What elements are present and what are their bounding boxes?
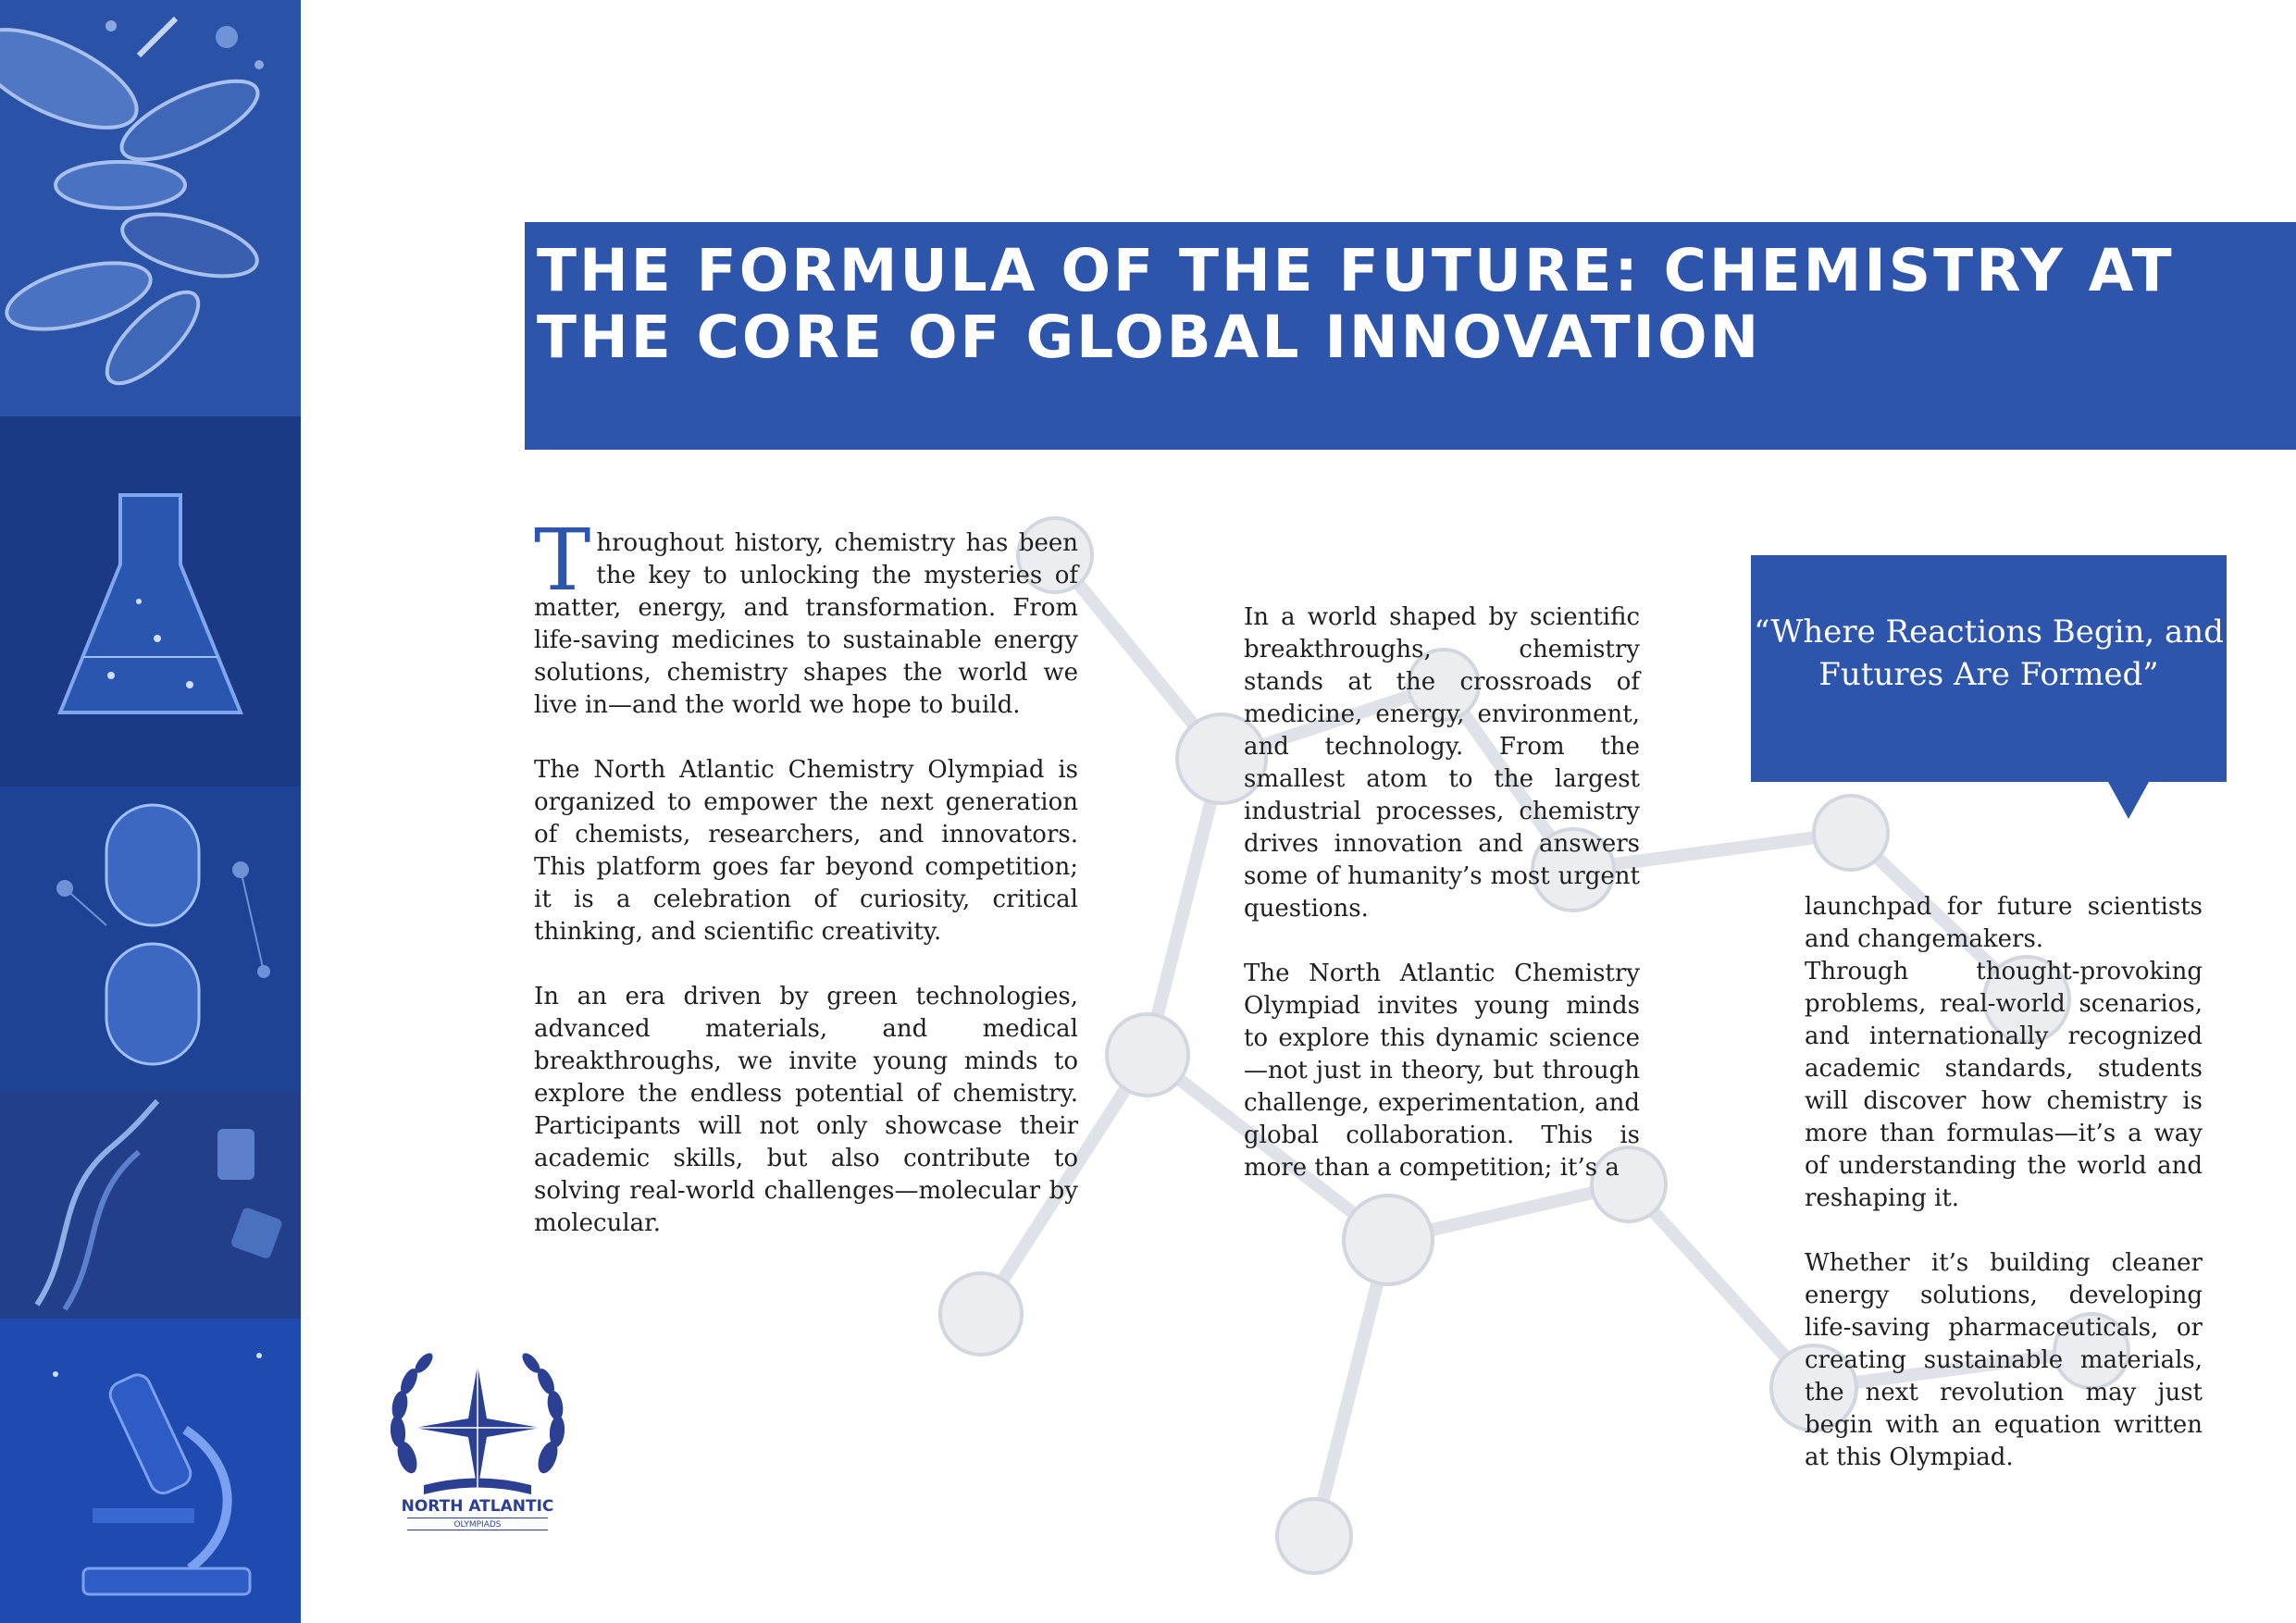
petri-dish-illustration: [0, 0, 301, 416]
logo-name: NORTH ATLANTIC: [401, 1497, 554, 1516]
paragraph-6: launchpad for future scientists and changemakers.: [1805, 893, 2203, 953]
sidebar-image-strip: [0, 0, 301, 1623]
page-title: THE FORMULA OF THE FUTURE: CHEMISTRY AT THE CORE OF GLOBAL INNOVATION: [537, 237, 2175, 371]
column-2: [1244, 601, 1640, 1184]
paragraph-2: The North Atlantic Chemistry Olympiad is organized to empower the next generation of chemists, researchers, and innovators. This platform goes far beyond competition; it is a celebration of curiosity, critical thinking, and scientific creativity.: [534, 756, 1078, 946]
column-1: [534, 511, 1078, 1240]
dna-illustration: [0, 1092, 301, 1319]
logo-subtitle: OLYMPIADS: [407, 1518, 548, 1530]
quote-callout-pointer: [2108, 782, 2149, 819]
paragraph-5: The North Atlantic Chemistry Olympiad invites young minds to explore this dynamic science—not just in theory, but through challenge, experimentation, and global collaboration. This is more than a competition; it’s a: [1244, 960, 1640, 1182]
capsule-illustration: [0, 787, 301, 1092]
quote-text: “Where Reactions Begin, and Futures Are Formed”: [1754, 613, 2224, 693]
paragraph-4: In a world shaped by scientific breakthroughs, chemistry stands at the crossroads of medicine, energy, environment, and technology. From the smallest atom to the largest industrial processes, chemistry drives innovation and answers some of humanity’s most urgent questions.: [1244, 603, 1640, 923]
paragraph-1: [534, 511, 1078, 722]
paragraph-7: Through thought-provoking problems, real-world scenarios, and internationally recognized academic standards, students will discover how chemistry is more than formulas—it’s a way of understanding the world and reshaping it.: [1805, 958, 2203, 1212]
paragraph-8: Whether it’s building cleaner energy solutions, developing life-saving pharmaceuticals, or creating sustainable materials, the next revolution may just begin with an equation written at this Olympiad.: [1805, 1249, 2203, 1471]
paragraph-1-text: hroughout history, chemistry has been the key to unlocking the mysteries of matter, energy, and transformation. From life-saving medicines to sustainable energy solutions, chemistry shapes the world we live in—and the world we hope to build.: [534, 529, 1078, 719]
microscope-illustration: [0, 1319, 301, 1623]
drop-cap: T: [534, 511, 591, 610]
paragraph-3: In an era driven by green technologies, advanced materials, and medical breakthroughs, we invite young minds to explore the endless potential of chemistry. Participants will not only showcase their academic skills, but also contribute to solving real-world challenges—molecular by molecular.: [534, 983, 1078, 1237]
column-3: [1805, 891, 2203, 1474]
flask-illustration: [0, 416, 301, 787]
